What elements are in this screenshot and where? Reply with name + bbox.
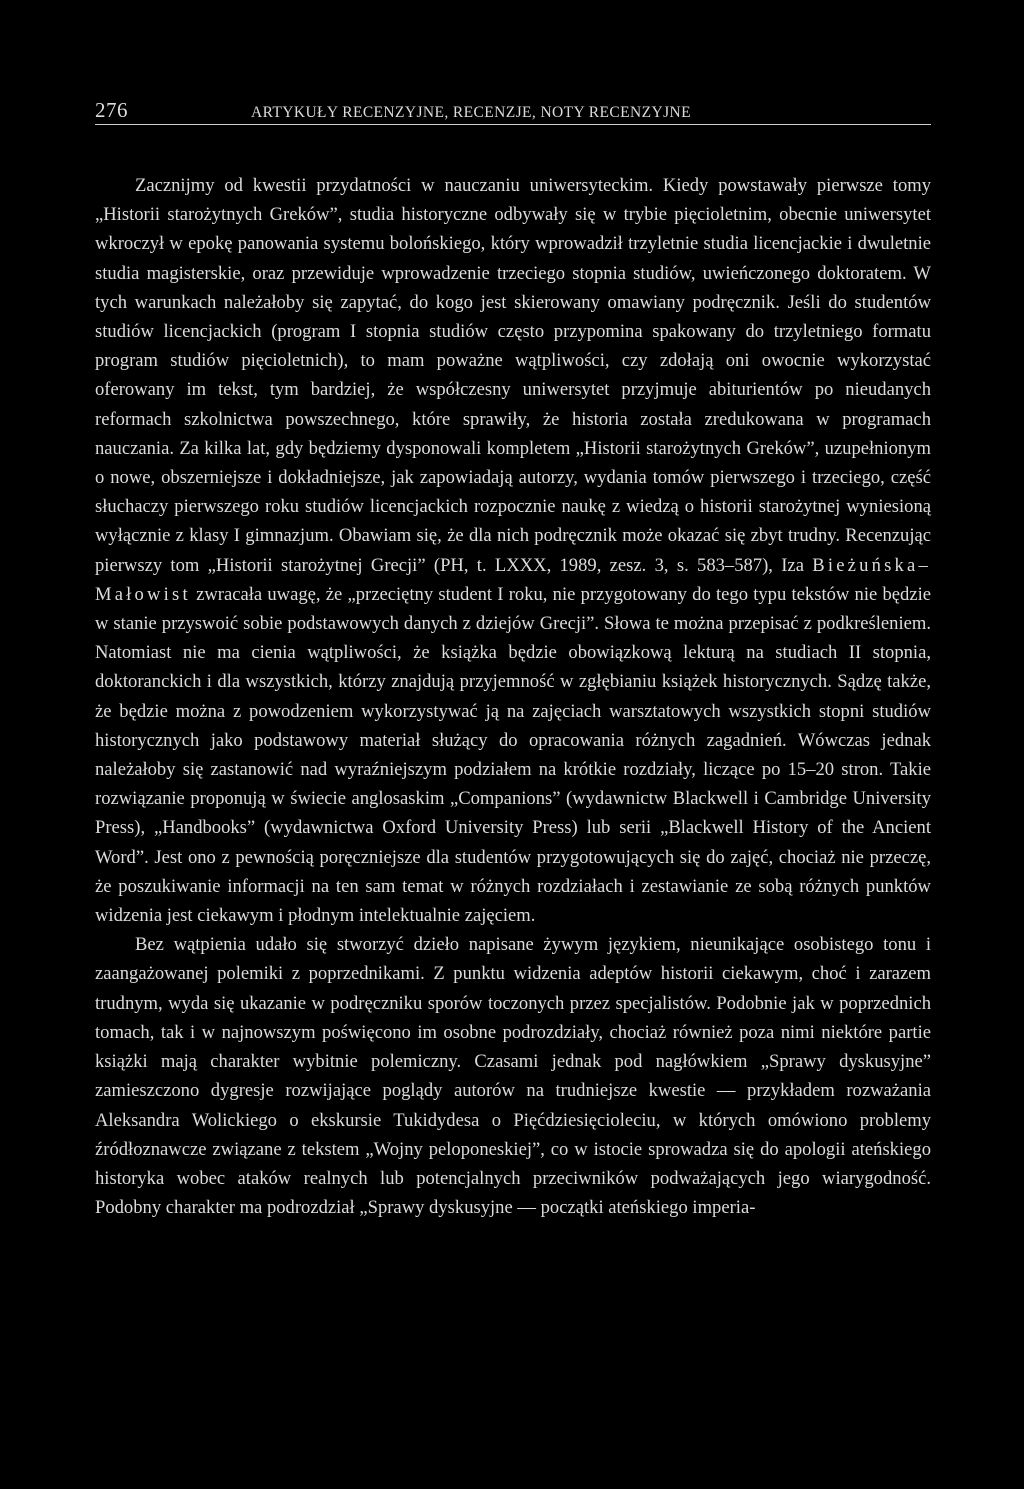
paragraph-text: Zacznijmy od kwestii przydatności w nauczaniu uniwersyteckim. Kiedy powstawały pierwsze tomy „Historii starożytnych Greków”, studia historyczne odbywały się w trybie pięcioletnim, obecnie uniwersytet wkroczył w epokę panowania systemu bolońskiego, który wprowadził trzyletnie studia licencjackie i dwuletnie studia magisterskie, oraz przewiduje wprowadzenie trzeciego stopnia studiów, uwieńczonego doktoratem. W tych warunkach należałoby się zapytać, do kogo jest skierowany omawiany podręcznik. Jeśli do studentów studiów licencjackich (program I stopnia studiów często przypomina spakowany do trzyletniego formatu program studiów pięcioletnich), to mam poważne wątpliwości, czy zdołają oni owocnie wykorzystać oferowany im tekst, tym bardziej, że współczesny uniwersytet przyjmuje abiturientów po nieudanych reformach szkolnictwa powszechnego, które sprawiły, że historia została zredukowana w programach nauczania. Za kilka lat, gdy będziemy dysponowali kompletem „Historii starożytnych Greków”, uzupełnionym o nowe, obszerniejsze i dokładniejsze, jak zapowiadają autorzy, wydania tomów pierwszego i trzeciego, część słuchaczy pierwszego roku studiów licencjackich rozpocznie naukę z wiedzą o historii starożytnej wyniesioną wyłącznie z klasy I gimnazjum. Obawiam się, że dla nich podręcznik może okazać się zbyt trudny. Recenzując pierwszy tom „Historii starożytnej Grecji” (PH, t. LXXX, 1989, zesz. 3, s. 583–587), Iza: [95, 175, 931, 576]
paragraph-text: zwracała uwagę, że „przeciętny student I roku, nie przygotowany do tego typu tekstów nie będzie w stanie przyswoić sobie podstawowych danych z dziejów Grecji”. Słowa te można przepisać z podkreśleniem. Natomiast nie ma cienia wątpliwości, że książka będzie obowiązkową lekturą na studiach II stopnia, doktoranckich i dla wszystkich, którzy znajdują przyjemność w zgłębianiu książek historycznych. Sądzę także, że będzie można z powodzeniem wykorzystywać ją na zajęciach warsztatowych wszystkich stopni studiów historycznych jako podstawowy materiał służący do opracowania różnych zagadnień. Wówczas jednak należałoby się zastanowić nad wyraźniejszym podziałem na krótkie rozdziały, liczące po 15–20 stron. Takie rozwiązanie proponują w świecie anglosaskim „Companions” (wydawnictw Blackwell i Cambridge University Press), „Handbooks” (wydawnictwa Oxford University Press) lub serii „Blackwell History of the Ancient Word”. Jest ono z pewnością poręczniejsze dla studentów przygotowujących się do zajęć, chociaż nie przeczę, że poszukiwanie informacji na ten sam temat w różnych rozdziałach i zestawianie ze sobą różnych punktów widzenia jest ciekawym i płodnym intelektualnie zajęciem.: [95, 583, 931, 927]
author-name: Bieżuńska–Małowist: [95, 554, 931, 605]
paragraph: Bez wątpienia udało się stworzyć dzieło napisane żywym językiem, nieunikające osobistego tonu i zaangażowanej polemiki z poprzednikami. Z punktu widzenia adeptów historii ciekawym, choć i zarazem trudnym, wyda się ukazanie w podręczniku sporów toczonych przez specjalistów. Podobnie jak w poprzednich tomach, tak i w najnowszym poświęcono im osobne podrozdziały, chociaż również poza nimi niektóre partie książki mają charakter wybitnie polemiczny. Czasami jednak pod nagłówkiem „Sprawy dyskusyjne” zamieszczono dygresje rozwijające poglądy autorów na trudniejsze kwestie — przykładem rozważania Aleksandra Wolickiego o ekskursie Tukidydesa o Pięćdziesięcioleciu, w których omówiono problemy źródłoznawcze związane z tekstem „Wojny peloponeskiej”, co w istocie sprowadza się do apologii ateńskiego historyka wobec ataków realnych lub potencjalnych przeciwników podważających jego wiarygodność. Podobny charakter ma podrozdział „Sprawy dyskusyjne — początki ateńskiego imperia-: [95, 934, 931, 1219]
body-text: [95, 171, 931, 1222]
page-number: 276: [95, 98, 128, 122]
running-head: [95, 98, 931, 125]
paragraph: [95, 171, 931, 930]
running-title: ARTYKUŁY RECENZYJNE, RECENZJE, NOTY RECENZYJNE: [251, 104, 691, 121]
page: [95, 98, 931, 1222]
